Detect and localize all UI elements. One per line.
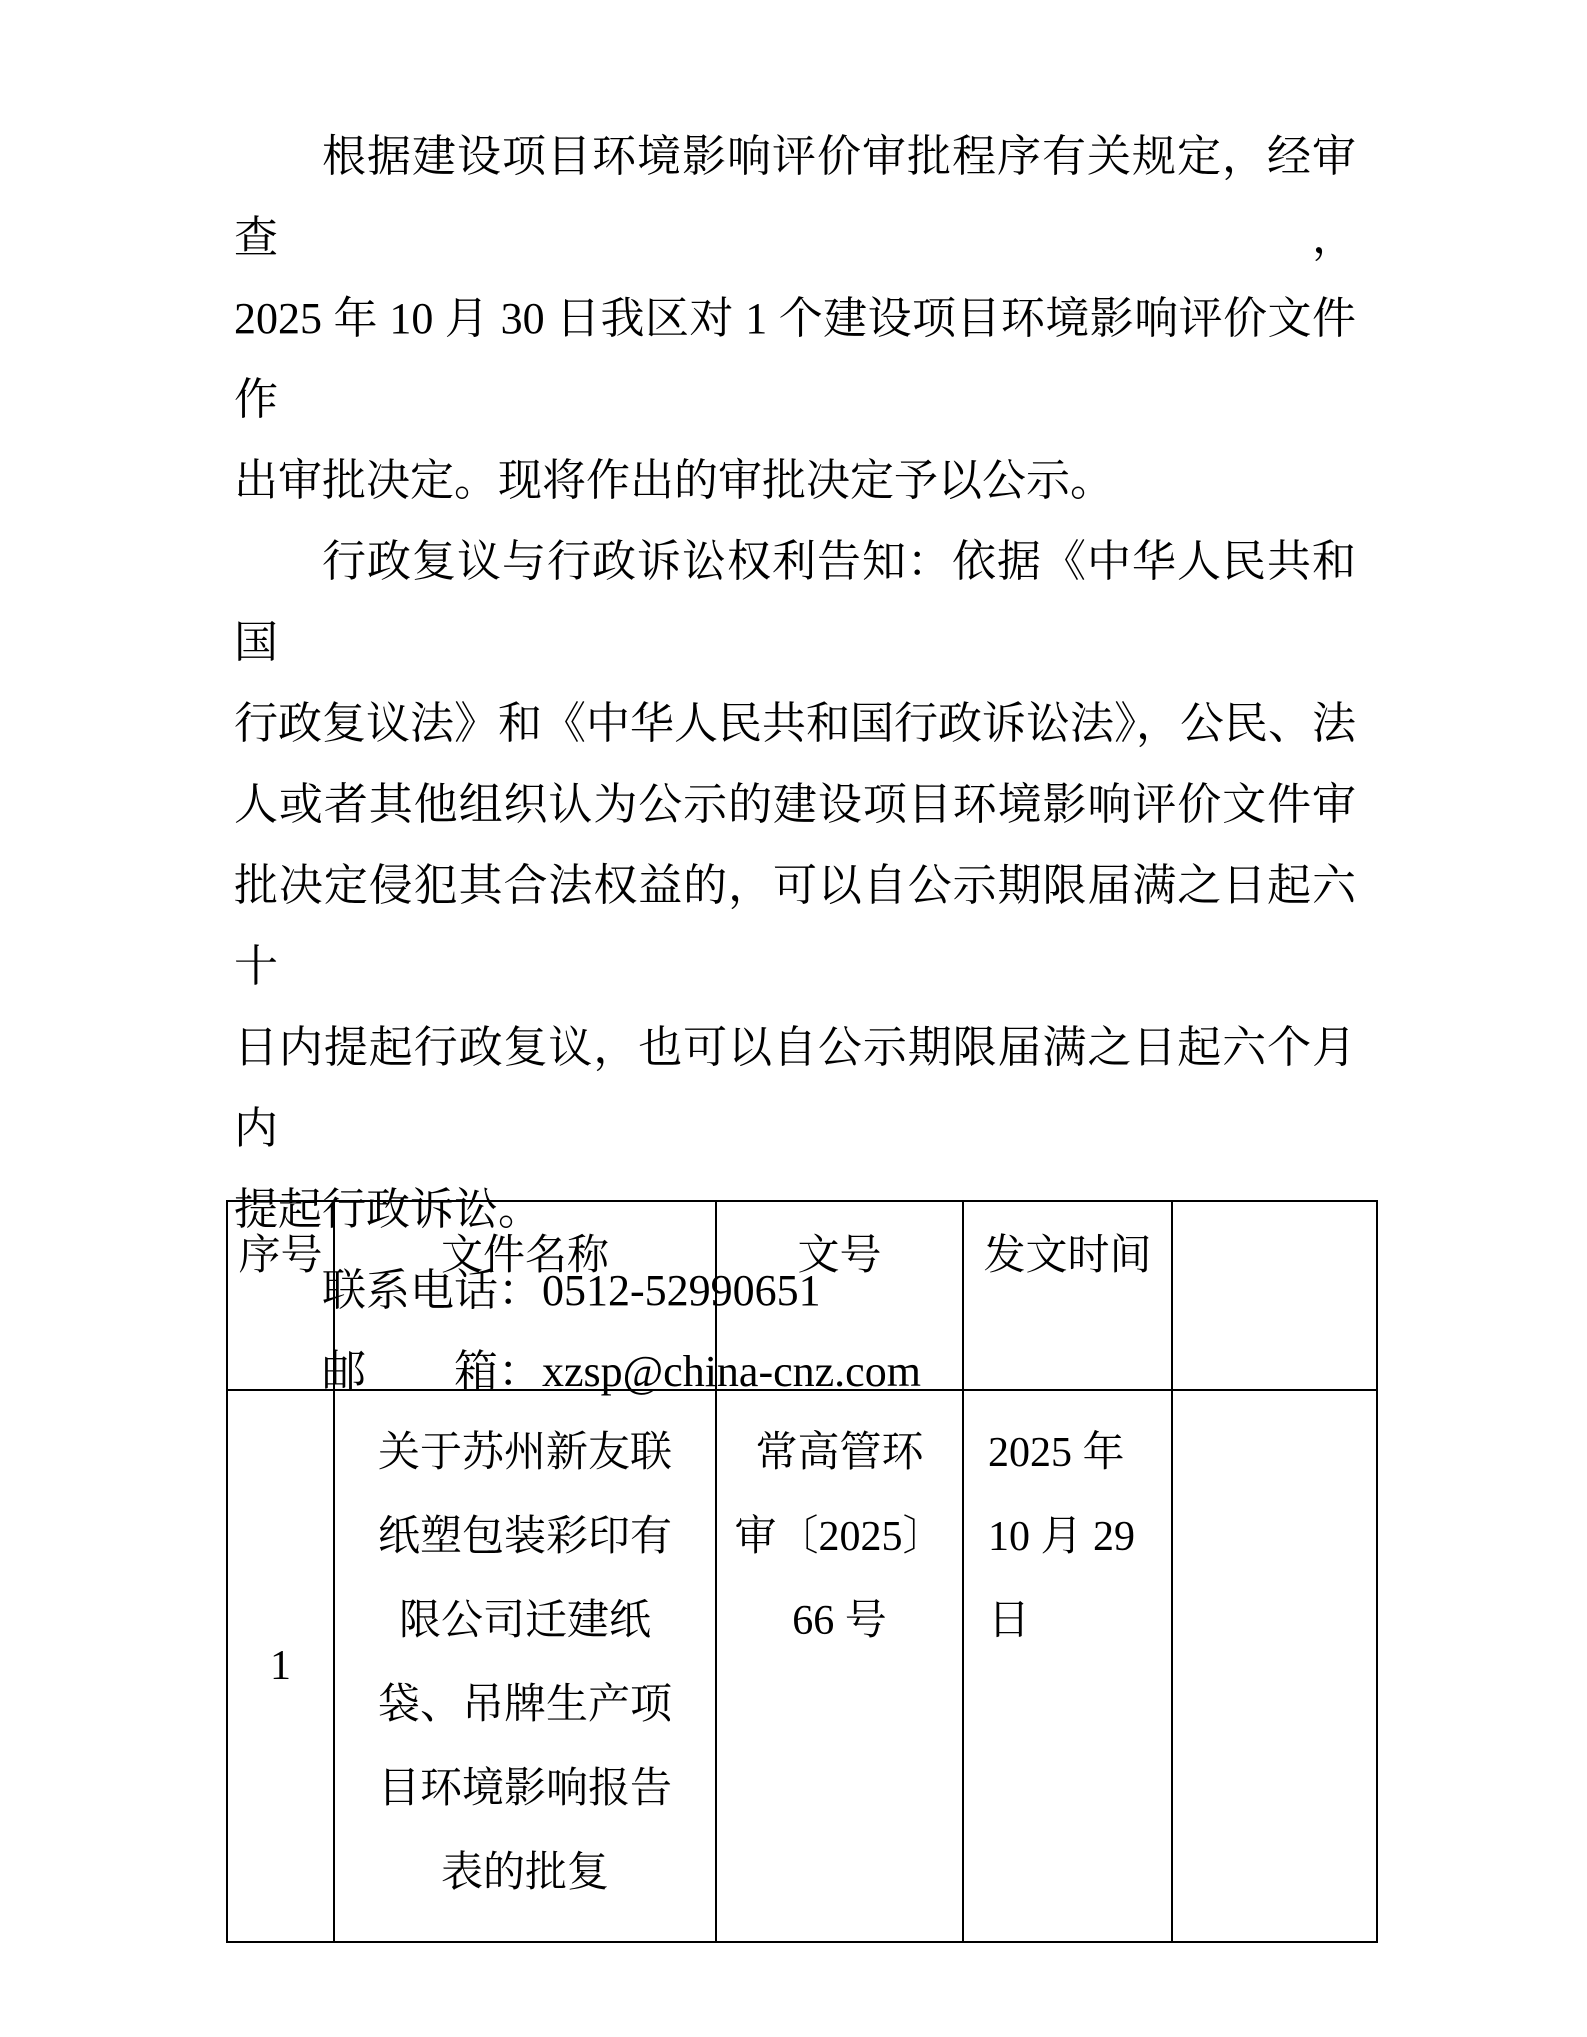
- table-header-row: [227, 1201, 1377, 1390]
- cell-date: [963, 1390, 1172, 1942]
- body-line: 批决定侵犯其合法权益的，可以自公示期限届满之日起六十: [234, 861, 1356, 991]
- col-header-docno: 文号: [716, 1201, 963, 1390]
- date-line: 10 月 29: [988, 1514, 1136, 1560]
- body-line: 日内提起行政复议，也可以自公示期限届满之日起六个月内: [234, 1023, 1356, 1153]
- filename-line: 目环境影响报告: [377, 1766, 672, 1812]
- body-line: 行政复议法》和《中华人民共和国行政诉讼法》，公民、法: [234, 699, 1356, 748]
- body-line: 人或者其他组织认为公示的建设项目环境影响评价文件审: [234, 780, 1356, 829]
- date-line: 日: [988, 1598, 1031, 1644]
- contact-phone: 联系电话：0512-52990651: [322, 1266, 821, 1315]
- table-row: [227, 1390, 1377, 1942]
- cell-extra: [1172, 1390, 1377, 1942]
- col-header-filename: 文件名称: [334, 1201, 716, 1390]
- body-line: 出审批决定。现将作出的审批决定予以公示。: [234, 456, 1114, 505]
- filename-line: 袋、吊牌生产项: [377, 1682, 672, 1728]
- body-line: 2025 年 10 月 30 日我区对 1 个建设项目环境影响评价文件作: [234, 294, 1356, 424]
- docno-line: 审〔2025〕: [734, 1514, 945, 1560]
- col-header-serial: 序号: [227, 1201, 334, 1390]
- filename-line: 纸塑包装彩印有: [377, 1514, 672, 1560]
- contact-email: 邮 箱：xzsp@china-cnz.com: [322, 1347, 921, 1396]
- approval-table: [226, 1200, 1378, 1943]
- filename-line: 限公司迁建纸: [398, 1598, 651, 1644]
- body-line: 提起行政诉讼。: [234, 1185, 542, 1234]
- filename-line: 表的批复: [440, 1850, 609, 1896]
- col-header-extra: [1172, 1201, 1377, 1390]
- body-line: 行政复议与行政诉讼权利告知：依据《中华人民共和国: [234, 537, 1356, 667]
- date-line: 2025 年: [988, 1430, 1125, 1476]
- col-header-date: 发文时间: [963, 1201, 1172, 1390]
- cell-serial: 1: [227, 1390, 334, 1942]
- docno-line: 66 号: [792, 1598, 887, 1644]
- body-line: 根据建设项目环境影响评价审批程序有关规定，经审查，: [234, 132, 1356, 262]
- cell-docno: [716, 1390, 963, 1942]
- filename-line: 关于苏州新友联: [377, 1430, 672, 1476]
- cell-filename: [334, 1390, 716, 1942]
- docno-line: 常高管环: [755, 1430, 924, 1476]
